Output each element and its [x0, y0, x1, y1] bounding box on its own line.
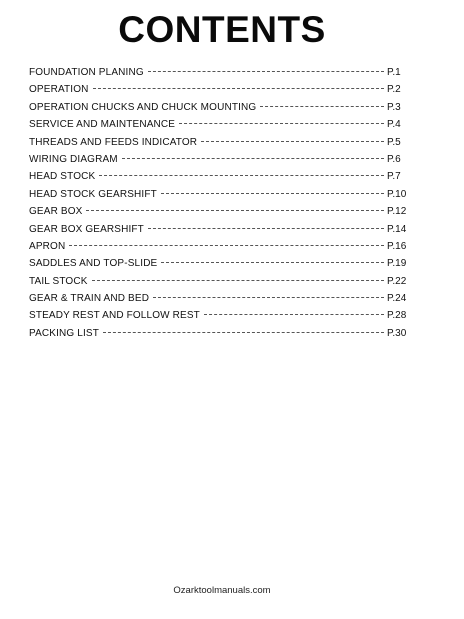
toc-entry-title: TAIL STOCK	[29, 275, 88, 287]
toc-entry-page: P.1	[387, 67, 401, 78]
toc-entry-title: GEAR & TRAIN AND BED	[29, 293, 150, 305]
toc-entry-page: P.7	[387, 171, 401, 183]
toc-entry	[29, 168, 411, 185]
toc-entry-page: P.30	[387, 327, 407, 339]
toc-leader	[93, 88, 384, 89]
toc-entry-title: THREADS AND FEEDS INDICATOR	[29, 136, 198, 148]
toc-entry-title: FOUNDATION PLANING	[29, 67, 144, 78]
toc-entry	[29, 151, 411, 168]
toc-entry	[29, 307, 411, 324]
toc-entry-page: P.28	[387, 310, 407, 322]
toc-entry-page: P.19	[387, 258, 407, 270]
toc-entry-page: P.3	[387, 101, 401, 113]
toc-leader	[148, 71, 384, 72]
toc-entry	[29, 255, 411, 272]
toc-leader	[86, 210, 384, 211]
toc-leader	[153, 297, 384, 298]
toc-leader	[201, 141, 384, 142]
toc-entry	[29, 325, 411, 342]
toc-entry-page: P.2	[387, 84, 401, 96]
toc-entry-title: OPERATION	[29, 84, 89, 96]
toc-entry-title: HEAD STOCK GEARSHIFT	[29, 188, 157, 200]
toc-entry	[29, 290, 411, 307]
toc-entry-page: P.24	[387, 293, 407, 305]
footer-website: Ozarktoolmanuals.com	[173, 585, 271, 596]
toc-entry-title: HEAD STOCK	[29, 171, 96, 183]
toc-entry	[29, 186, 411, 203]
toc-entry	[29, 238, 411, 255]
toc-entry	[29, 64, 411, 81]
toc-entry	[29, 116, 411, 133]
toc-entry-title: GEAR BOX GEARSHIFT	[29, 223, 144, 235]
toc-leader	[179, 123, 384, 124]
toc-leader	[99, 175, 384, 176]
toc-entry-title: GEAR BOX	[29, 206, 83, 218]
toc-entry-page: P.22	[387, 275, 407, 287]
toc-entry-page: P.16	[387, 240, 407, 252]
toc-entry-title: OPERATION CHUCKS AND CHUCK MOUNTING	[29, 101, 257, 113]
toc-entry-page: P.6	[387, 153, 401, 165]
page-title: CONTENTS	[118, 9, 326, 50]
toc-entry-page: P.12	[387, 206, 407, 218]
toc-entry-title: WIRING DIAGRAM	[29, 153, 118, 165]
toc-leader	[161, 262, 384, 263]
toc-leader	[204, 314, 384, 315]
toc-leader	[122, 158, 384, 159]
toc-entry	[29, 273, 411, 290]
toc-entry-page: P.14	[387, 223, 407, 235]
toc-entry	[29, 99, 411, 116]
toc-entry-title: SADDLES AND TOP-SLIDE	[29, 258, 158, 270]
toc-entry	[29, 134, 411, 151]
toc-entry	[29, 81, 411, 98]
toc-entry	[29, 203, 411, 220]
table-of-contents	[29, 64, 411, 342]
toc-entry-page: P.5	[387, 136, 401, 148]
toc-leader	[161, 193, 384, 194]
toc-leader	[103, 332, 384, 333]
toc-leader	[69, 245, 384, 246]
toc-entry-title: SERVICE AND MAINTENANCE	[29, 119, 176, 131]
toc-entry	[29, 221, 411, 238]
toc-entry-page: P.4	[387, 119, 401, 131]
toc-entry-title: APRON	[29, 240, 66, 252]
toc-leader	[148, 228, 384, 229]
toc-leader	[92, 280, 384, 281]
toc-entry-title: PACKING LIST	[29, 327, 99, 339]
toc-entry-title: STEADY REST AND FOLLOW REST	[29, 310, 200, 322]
toc-leader	[260, 106, 384, 107]
toc-entry-page: P.10	[387, 188, 407, 200]
